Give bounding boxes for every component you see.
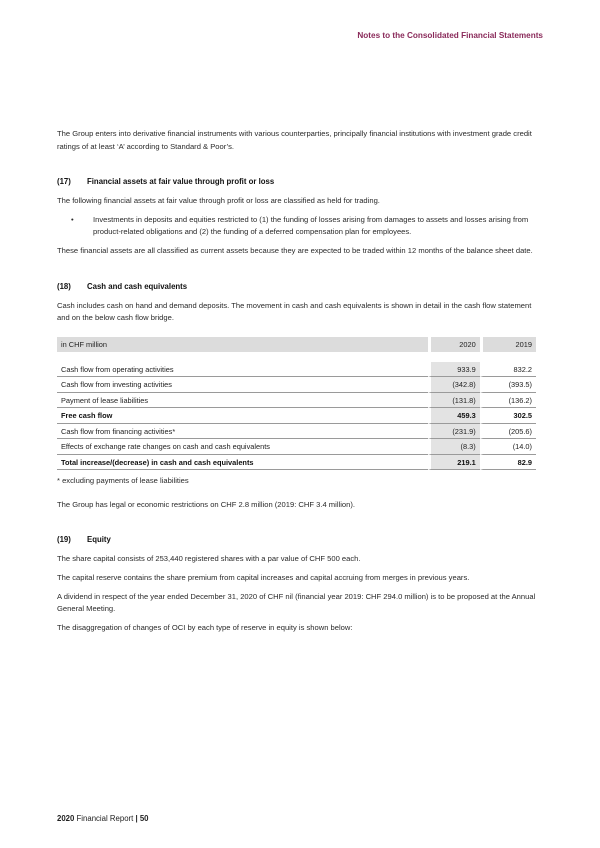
section-19-heading [57,534,544,546]
section-17-paragraph-1: The following financial assets at fair value through profit or loss are classified as held for trading. [57,196,380,206]
page-header-title: Notes to the Consolidated Financial Statements [357,31,543,40]
section-17-bullet-list [57,214,544,239]
column-header-2020: 2020 [428,337,480,352]
table-row: Effects of exchange rate changes on cash and cash equivalents (8.3) (14.0) [57,439,536,455]
footer-page-number: 50 [137,814,149,823]
footer-report-label: Financial Report [74,814,136,823]
section-18-paragraph-1: Cash includes cash on hand and demand deposits. The movement in cash and cash equivalents is shown in detail in the cash flow statement and on the below cash flow bridge. [57,300,532,323]
section-19-paragraph-1: The share capital consists of 253,440 registered shares with a par value of CHF 500 each. [57,554,361,564]
table-footnote: * excluding payments of lease liabilities [57,476,189,486]
list-item: • Investments in deposits and equities restricted to (1) the funding of losses arising from damages to assets and losses arising from product-related obligations and (2) the funding of a deferred compensation plan for employees. [71,214,529,237]
footer-separator: | [135,814,138,823]
section-17-heading [57,176,544,188]
footer-year: 2020 [57,814,75,823]
section-19-paragraph-4: The disaggregation of changes of OCI by each type of reserve in equity is shown below: [57,622,353,632]
bullet-icon: • [71,214,74,224]
table-row: Cash flow from operating activities 933.9 832.2 [57,362,536,378]
section-number: (17) [57,177,71,187]
section-title: Equity [87,535,111,545]
section-19-paragraph-3: A dividend in respect of the year ended December 31, 2020 of CHF nil (financial year 2019: CHF 294.0 million) is to be proposed at the Annual General Meeting. [57,591,536,614]
page-footer [57,814,149,823]
unit-label: in CHF million [57,337,428,352]
table-row-total: Total increase/(decrease) in cash and cash equivalents 219.1 82.9 [57,455,536,471]
table-row: Payment of lease liabilities (131.8) (136.2) [57,393,536,409]
cash-flow-bridge-table [57,337,536,471]
intro-paragraph: The Group enters into derivative financial instruments with various counterparties, principally financial institutions with investment grade credit ratings of at least ‘A’ according to Standard & Poor’s. [57,129,532,151]
table-row-subtotal: Free cash flow 459.3 302.5 [57,408,536,424]
section-title: Financial assets at fair value through profit or loss [87,177,275,187]
section-17-paragraph-2: These financial assets are all classified as current assets because they are expected to be traded within 12 months of the balance sheet date. [57,245,533,255]
section-number: (18) [57,281,71,291]
section-title: Cash and cash equivalents [87,281,188,291]
table-row: Cash flow from financing activities* (231.9) (205.6) [57,424,536,440]
table-row: Cash flow from investing activities (342.8) (393.5) [57,377,536,393]
page-content [57,128,544,640]
section-19-paragraph-2: The capital reserve contains the share premium from capital increases and capital accruing from merges in previous years. [57,573,470,583]
section-number: (19) [57,535,71,545]
section-18-heading [57,281,544,293]
section-18-paragraph-2: The Group has legal or economic restrictions on CHF 2.8 million (2019: CHF 3.4 million). [57,499,355,509]
table-header-row [57,337,536,352]
column-header-2019: 2019 [480,337,536,352]
